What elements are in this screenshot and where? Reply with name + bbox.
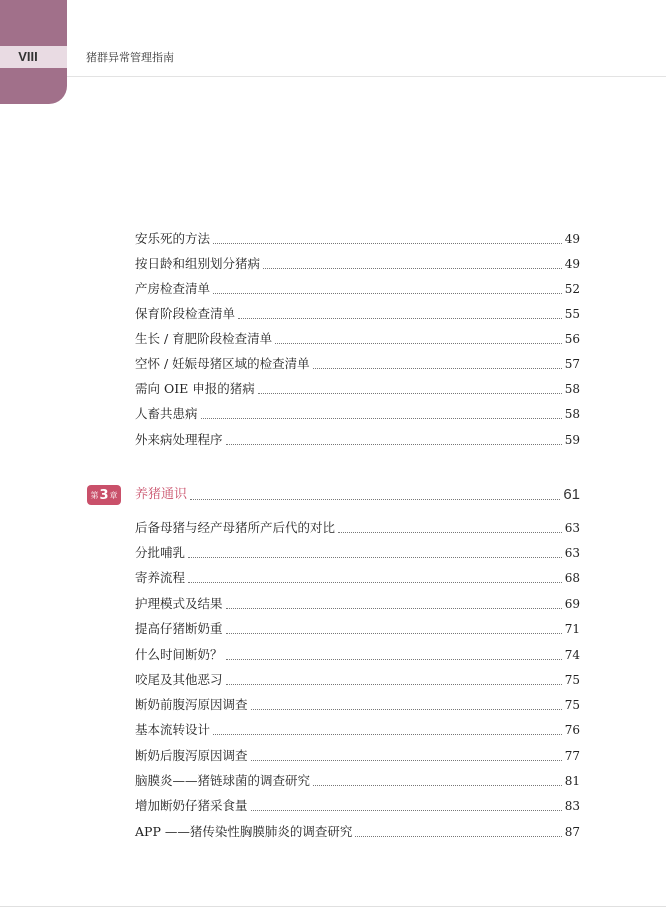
toc-entry-page: 49 <box>564 257 580 271</box>
dot-leader <box>251 759 562 761</box>
toc-entry[interactable] <box>135 568 580 588</box>
toc-entry-title: 提高仔猪断奶重 <box>135 621 223 636</box>
toc-entry[interactable] <box>135 796 580 816</box>
dot-leader <box>213 733 562 735</box>
toc-entry-page: 75 <box>564 673 580 687</box>
toc-entry-title: 护理模式及结果 <box>135 596 223 611</box>
toc-entry-title: 后备母猪与经产母猪所产后代的对比 <box>135 520 336 535</box>
toc-entry-page: 81 <box>564 774 580 788</box>
toc-entry-page: 58 <box>564 382 580 396</box>
toc-entry-page: 69 <box>564 597 580 611</box>
dot-leader <box>275 342 562 344</box>
toc-entry-page: 87 <box>564 825 580 839</box>
toc-entry-page: 75 <box>564 698 580 712</box>
toc-entry[interactable] <box>135 518 580 538</box>
dot-leader <box>213 292 562 294</box>
toc-entry-title: 分批哺乳 <box>135 545 186 560</box>
toc-entry-page: 63 <box>564 546 580 560</box>
toc-entry[interactable] <box>135 746 580 766</box>
toc-entry-page: 49 <box>564 232 580 246</box>
dot-leader <box>190 499 560 500</box>
toc-entry-title: 咬尾及其他恶习 <box>135 672 223 687</box>
toc-entry-title: 寄养流程 <box>135 570 186 585</box>
toc-entry[interactable] <box>135 695 580 715</box>
toc-entry-title: 产房检查清单 <box>135 281 211 296</box>
dot-leader <box>226 658 562 660</box>
toc-entry[interactable] <box>135 543 580 563</box>
toc-entry-page: 57 <box>564 357 580 371</box>
dot-leader <box>188 556 562 558</box>
toc-entry-title: 安乐死的方法 <box>135 231 211 246</box>
toc-entry-page: 71 <box>564 622 580 636</box>
toc-entry-title: APP ——猪传染性胸膜肺炎的调查研究 <box>135 824 353 839</box>
toc-entry-title: 基本流转设计 <box>135 722 211 737</box>
toc-entry-page: 58 <box>564 407 580 421</box>
chapter-heading[interactable] <box>135 485 580 505</box>
toc-entry[interactable] <box>135 229 580 249</box>
toc-entry-page: 83 <box>564 799 580 813</box>
dot-leader <box>226 607 562 609</box>
dot-leader <box>226 443 562 445</box>
dot-leader <box>251 708 562 710</box>
dot-leader <box>213 242 562 244</box>
dot-leader <box>355 835 561 837</box>
toc-entry[interactable] <box>135 254 580 274</box>
dot-leader <box>251 809 562 811</box>
toc-entry-title: 断奶前腹泻原因调查 <box>135 697 248 712</box>
chapter-badge <box>87 485 121 505</box>
dot-leader <box>263 267 562 269</box>
toc-entry-title: 需向 OIE 申报的猪病 <box>135 381 255 396</box>
dot-leader <box>313 784 562 786</box>
dot-leader <box>188 581 562 583</box>
toc-entry[interactable] <box>135 279 580 299</box>
toc-entry[interactable] <box>135 404 580 424</box>
toc-entry-title: 断奶后腹泻原因调查 <box>135 748 248 763</box>
dot-leader <box>238 317 562 319</box>
toc-entry-page: 77 <box>564 749 580 763</box>
toc-entry-page: 76 <box>564 723 580 737</box>
toc-entry[interactable] <box>135 720 580 740</box>
page-bottom-edge <box>0 906 666 907</box>
toc-entry-title: 什么时间断奶？ <box>135 647 223 662</box>
chapter-badge-prefix: 第 <box>90 490 99 500</box>
toc-entry-title: 外来病处理程序 <box>135 432 223 447</box>
dot-leader <box>226 683 562 685</box>
toc-entry[interactable] <box>135 379 580 399</box>
toc-entry-title: 生长 / 育肥阶段检查清单 <box>135 331 273 346</box>
toc-entry-page: 59 <box>564 433 580 447</box>
page-number: VIII <box>18 49 38 64</box>
toc-entry-page: 68 <box>564 571 580 585</box>
toc-entry[interactable] <box>135 594 580 614</box>
dot-leader <box>201 417 562 419</box>
toc-entry[interactable] <box>135 822 580 842</box>
toc-entry-page: 74 <box>564 648 580 662</box>
chapter-badge-number: 3 <box>99 487 109 503</box>
toc-entry[interactable] <box>135 670 580 690</box>
toc-entry[interactable] <box>135 645 580 665</box>
toc-entry[interactable] <box>135 771 580 791</box>
toc-entry[interactable] <box>135 329 580 349</box>
running-header-title: 猪群异常管理指南 <box>86 51 174 64</box>
toc-entry-page: 63 <box>564 521 580 535</box>
chapter-page: 61 <box>563 486 580 503</box>
header-divider <box>67 76 666 77</box>
toc-entry-page: 55 <box>564 307 580 321</box>
toc-entry-title: 空怀 / 妊娠母猪区域的检查清单 <box>135 356 310 371</box>
toc-entry-title: 按日龄和组别划分猪病 <box>135 256 261 271</box>
toc-entry[interactable] <box>135 619 580 639</box>
chapter-badge-suffix: 章 <box>109 490 118 500</box>
chapter-title: 养猪通识 <box>135 487 188 502</box>
toc-entry-title: 人畜共患病 <box>135 406 198 421</box>
toc-entry-title: 保育阶段检查清单 <box>135 306 236 321</box>
toc-entry-title: 脑膜炎——猪链球菌的调查研究 <box>135 773 311 788</box>
dot-leader <box>338 531 562 533</box>
dot-leader <box>226 632 562 634</box>
toc-entry-page: 56 <box>564 332 580 346</box>
toc-entry[interactable] <box>135 354 580 374</box>
dot-leader <box>258 392 562 394</box>
toc-entry[interactable] <box>135 304 580 324</box>
toc-entry[interactable] <box>135 430 580 450</box>
toc-entry-title: 增加断奶仔猪采食量 <box>135 798 248 813</box>
dot-leader <box>313 367 562 369</box>
toc-entry-page: 52 <box>564 282 580 296</box>
